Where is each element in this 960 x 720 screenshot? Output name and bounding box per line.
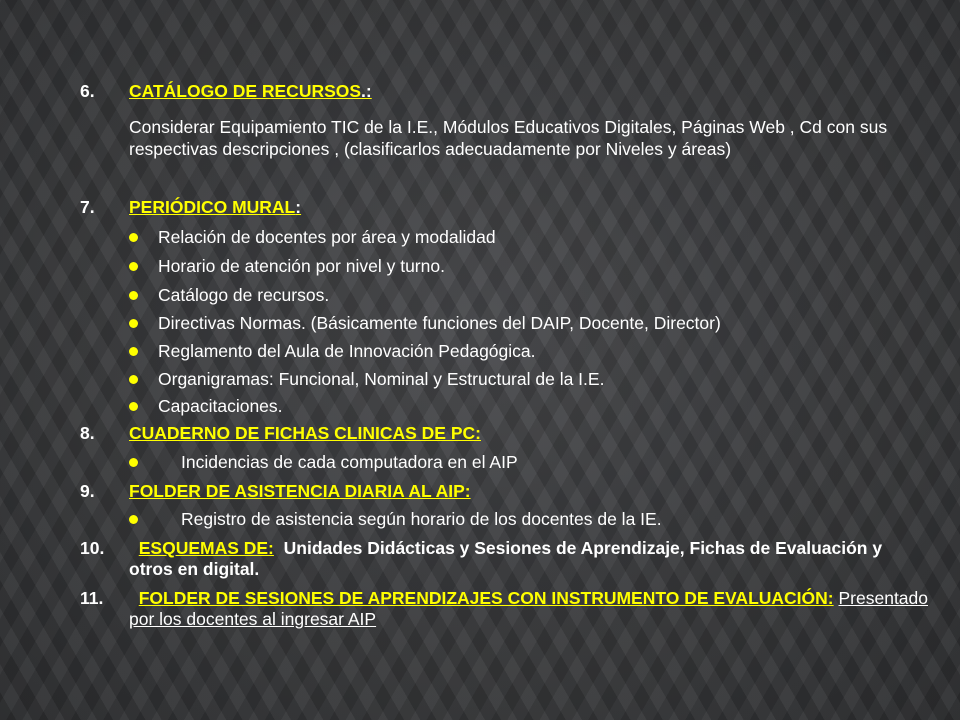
section-heading: FOLDER DE ASISTENCIA DIARIA AL AIP: [129,481,471,501]
list-item-text: Directivas Normas. (Básicamente funciones del DAIP, Docente, Director) [158,313,721,333]
section-number: 9. [80,481,95,501]
bullet-icon [129,291,138,300]
bullet-icon [129,233,138,242]
bullet-icon [129,319,138,328]
heading-text: CATÁLOGO DE RECURSOS [129,81,362,101]
heading-suffix: .: [361,81,372,101]
section-number: 11. [80,588,104,608]
section-number: 10. [80,538,105,558]
list-item-text: Relación de docentes por área y modalidad [158,227,496,247]
section-11-content [129,588,929,630]
list-item-text: Horario de atención por nivel y turno. [158,256,445,276]
list-item-text: Registro de asistencia según horario de los docentes de la IE. [181,509,662,529]
bullet-icon [129,402,138,411]
section-6-paragraph: Considerar Equipamiento TIC de la I.E., Módulos Educativos Digitales, Páginas Web , Cd con sus respectivas descripciones , (clasificarlos adecuadamente por Niveles y áreas) [129,117,888,159]
bullet-icon [129,262,138,271]
bullet-icon [129,458,138,467]
heading-text: PERIÓDICO MURAL [129,197,296,217]
section-heading [129,197,301,218]
section-heading: CUADERNO DE FICHAS CLINICAS DE PC: [129,423,481,443]
bullet-icon [129,347,138,356]
section-number: 8. [80,423,95,443]
bullet-icon [129,375,138,384]
section-heading [129,81,372,102]
list-item-text: Capacitaciones. [158,396,283,416]
section-text: Presentado por los docentes al ingresar AIP [129,588,929,629]
section-number: 6. [80,81,95,101]
bullet-icon [129,515,138,524]
list-item-text: Organigramas: Funcional, Nominal y Estructural de la I.E. [158,369,605,389]
section-number: 7. [80,197,95,217]
list-item-text: Reglamento del Aula de Innovación Pedagógica. [158,341,536,361]
heading-suffix: : [295,197,302,217]
section-heading: ESQUEMAS DE: [138,538,274,558]
list-item-text: Catálogo de recursos. [158,285,330,305]
list-item-text: Incidencias de cada computadora en el AIP [181,452,518,472]
section-text: Unidades Didácticas y Sesiones de Aprendizaje, Fichas de Evaluación y otros en digital. [129,538,883,579]
section-10-content [129,538,929,580]
section-heading: FOLDER DE SESIONES DE APRENDIZAJES CON INSTRUMENTO DE EVALUACIÓN: [138,588,834,608]
